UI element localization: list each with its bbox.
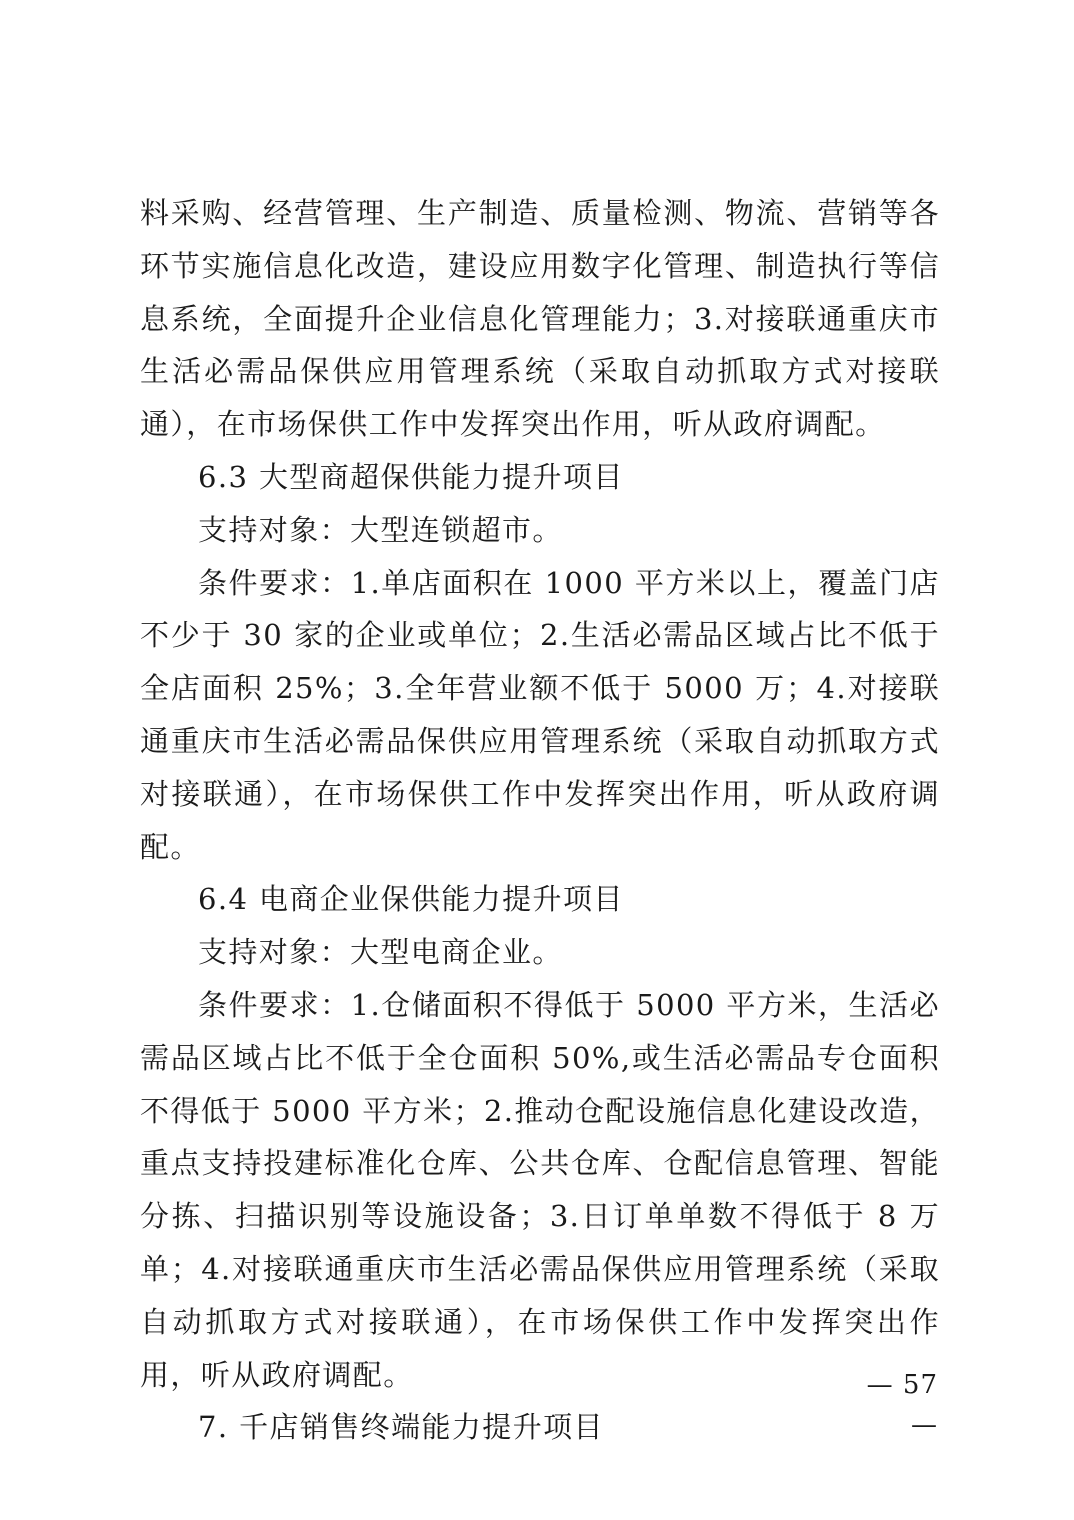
section-heading-6-3: 6.3 大型商超保供能力提升项目 [198, 459, 624, 494]
section-heading-6-4: 6.4 电商企业保供能力提升项目 [198, 882, 624, 917]
requirements-6-3: 条件要求：1.单店面积在 1000 平方米以上，覆盖门店不少于 30 家的企业或单位；2.生活必需品区域占比不低于全店面积 25%；3.全年营业额不低于 5000 万；4.对接联通重庆市生活必需品保供应用管理系统（采取自动抓取方式对接联通），在市场保供工作中发挥突出作用，听从政府调配。 [140, 565, 940, 864]
support-target-6-3: 支持对象：大型连锁超市。 [198, 512, 563, 547]
body-text [140, 187, 940, 1454]
page-number: — 57 — [866, 1370, 938, 1440]
section-heading-7: 7. 千店销售终端能力提升项目 [198, 1410, 604, 1445]
requirements-6-4: 条件要求：1.仓储面积不得低于 5000 平方米，生活必需品区域占比不低于全仓面积 50%,或生活必需品专仓面积不得低于 5000 平方米；2.推动仓配设施信息化建设改造，重点支持投建标准化仓库、公共仓库、仓配信息管理、智能分拣、扫描识别等设施设备；3.日订单单数不得低于 8 万单；4.对接联通重庆市生活必需品保供应用管理系统（采取自动抓取方式对接联通），在市场保供工作中发挥突出作用，听从政府调配。 [140, 987, 940, 1392]
paragraph-continuation: 料采购、经营管理、生产制造、质量检测、物流、营销等各环节实施信息化改造，建设应用数字化管理、制造执行等信息系统，全面提升企业信息化管理能力；3.对接联通重庆市生活必需品保供应用管理系统（采取自动抓取方式对接联通），在市场保供工作中发挥突出作用，听从政府调配。 [140, 196, 940, 442]
support-target-6-4: 支持对象：大型电商企业。 [198, 935, 563, 970]
